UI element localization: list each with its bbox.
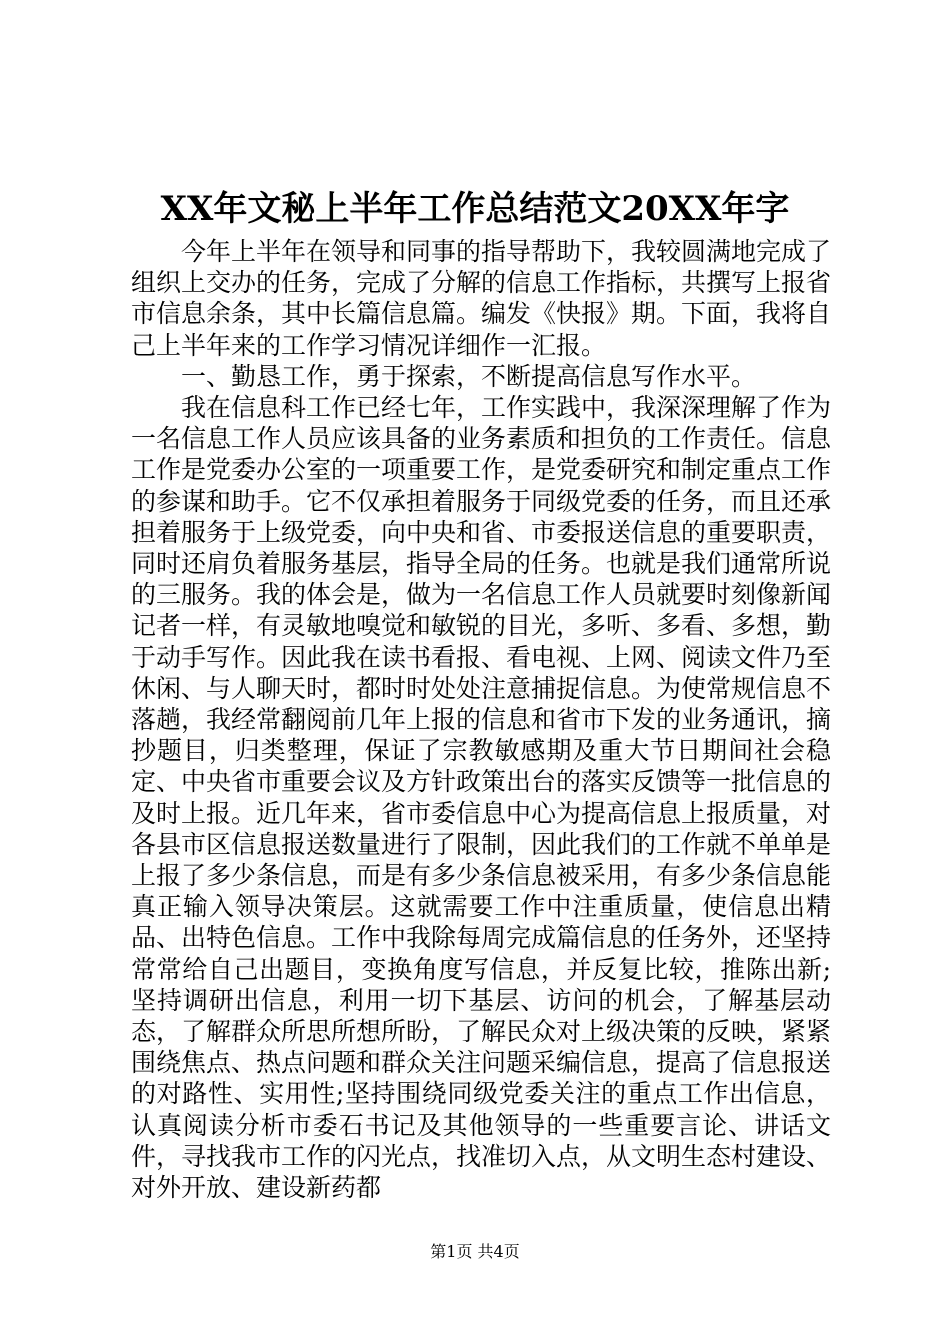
page-footer: 第1页 共4页 xyxy=(430,1242,520,1261)
paragraph-work-details: 我在信息科工作已经七年，工作实践中，我深深理解了作为一名信息工作人员应该具备的业务素质和担负的工作责任。信息工作是党委办公室的一项重要工作，是党委研究和制定重点工作的参谋和助手。它不仅承担着服务于同级党委的任务，而且还承担着服务于上级党委，向中央和省、市委报送信息的重要职责，同时还肩负着服务基层，指导全局的任务。也就是我们通常所说的三服务。我的体会是，做为一名信息工作人员就要时刻像新闻记者一样，有灵敏地嗅觉和敏锐的目光，多听、多看、多想，勤于动手写作。因此我在读书看报、看电视、上网、阅读文件乃至休闲、与人聊天时，都时时处处注意捕捉信息。为使常规信息不落趟，我经常翻阅前几年上报的信息和省市下发的业务通讯，摘抄题目，归类整理，保证了宗教敏感期及重大节日期间社会稳定、中央省市重要会议及方针政策出台的落实反馈等一批信息的及时上报。近几年来，省市委信息中心为提高信息上报质量，对各县市区信息报送数量进行了限制，因此我们的工作就不单单是上报了多少条信息，而是有多少条信息被采用，有多少条信息能真正输入领导决策层。这就需要工作中注重质量，使信息出精品、出特色信息。工作中我除每周完成篇信息的任务外，还坚持常常给自己出题目，变换角度写信息，并反复比较，推陈出新;坚持调研出信息，利用一切下基层、访问的机会，了解基层动态，了解群众所思所想所盼，了解民众对上级决策的反映，紧紧围绕焦点、热点问题和群众关注问题采编信息，提高了信息报送的对路性、实用性;坚持围绕同级党委关注的重点工作出信息，认真阅读分析市委石书记及其他领导的一些重要言论、讲话文件，寻找我市工作的闪光点，找准切入点，从文明生态村建设、对外开放、建设新药都 xyxy=(131,393,832,1203)
paragraph-intro: 今年上半年在领导和同事的指导帮助下，我较圆满地完成了组织上交办的任务，完成了分解的信息工作指标，共撰写上报省市信息余条，其中长篇信息篇。编发《快报》期。下面，我将自己上半年来的工作学习情况详细作一汇报。 xyxy=(131,237,832,360)
document-title: XX年文秘上半年工作总结范文20XX年字 xyxy=(160,189,790,229)
paragraph-section-heading: 一、勤恳工作，勇于探索，不断提高信息写作水平。 xyxy=(181,361,757,391)
document-body xyxy=(131,236,831,1203)
